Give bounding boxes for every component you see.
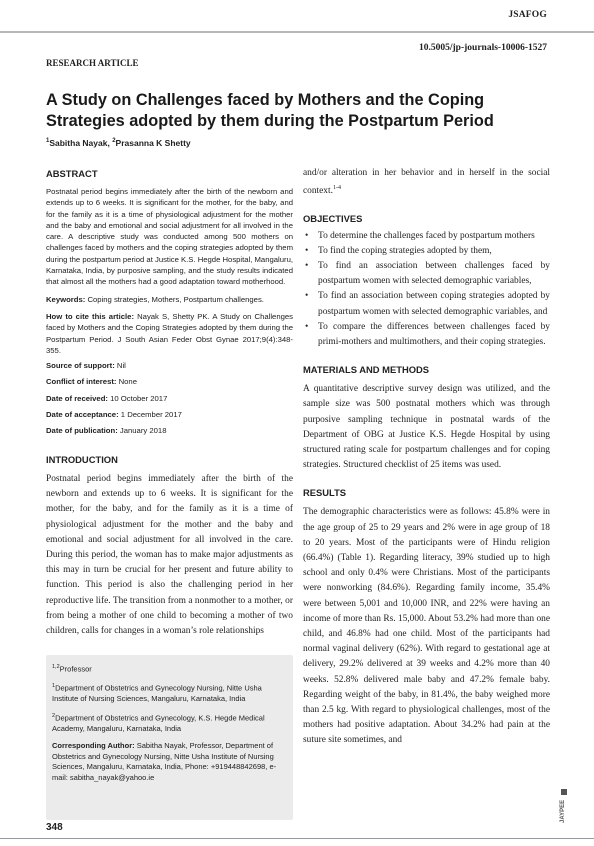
objective-text: To find the coping strategies adopted by them, <box>318 245 492 256</box>
methods-heading: MATERIALS AND METHODS <box>303 364 430 376</box>
cite-label: How to cite this article: <box>46 311 135 321</box>
abstract-heading: ABSTRACT <box>46 168 98 179</box>
journal-name: JSAFOG <box>508 10 547 20</box>
page-number: 348 <box>46 822 63 833</box>
introduction-text: Postnatal period begins immediately after the birth of the newborn and extends up to 6 weeks. It is significant for the mother, for the baby, and for the family as it is a time of physiological adjustment for the mother and the baby and emotional and social adjustment for all involved in the care. During this period, the woman has to make major adjustments as this may in turn be crucial for her present and future ability to function. This period is also the challenging period in her reproductive life. The transition from a nonmother to a mother, or from being a mother of one child to becoming a mother of two children, calls for changes in a woman’s role relationships <box>46 474 293 637</box>
date-acceptance <box>46 409 293 420</box>
publisher-logo <box>555 787 573 825</box>
roles-text: Professor <box>59 664 92 674</box>
source-of-support <box>46 360 293 371</box>
list-item <box>303 244 550 259</box>
bullet-icon: • <box>305 291 309 302</box>
support-label: Source of support: <box>46 361 115 371</box>
received-label: Date of received: <box>46 393 108 403</box>
date-publication <box>46 425 293 436</box>
affiliation-1 <box>52 681 288 705</box>
publication-label: Date of publication: <box>46 426 118 436</box>
bullet-icon: • <box>305 230 309 241</box>
author-2-sup: 2 <box>112 138 116 145</box>
received-value: 10 October 2017 <box>107 393 168 403</box>
introduction-reference: 1-4 <box>332 185 341 192</box>
keywords-label: Keywords: <box>46 294 86 304</box>
affiliations-box <box>46 655 293 820</box>
objectives-list <box>303 229 550 351</box>
abstract-text: Postnatal period begins immediately after the birth of the newborn and extends up to 6 weeks. It is significant for the mother, for the baby, and for the family as it is a time of physiological adjustment for the mother and the baby and emotional and social adjustment for all involved in the care. A descriptive study was conducted among 500 mothers on challenges faced by mothers and the coping strategies adopted by them during the postpartum period at Justice K.S. Hegde Hospital, Mangaluru, Karnataka, India, by purposive sampling, and the study results indicated that almost all the mothers had a good adaptation toward motherhood. <box>46 187 293 287</box>
corr-text: Sabitha Nayak, Professor, Department of Obstetrics and Gynecology Nursing, Nitte Usha Institute of Nursing Sciences, Mangaluru, Karnataka, India, Phone: +919448842698, e-mail: sabitha_nayak@yahoo.ie <box>52 741 277 783</box>
list-item <box>303 320 550 350</box>
author-2-name: Prasanna K Shetty <box>115 138 191 148</box>
conflict-label: Conflict of interest: <box>46 377 117 387</box>
doi[interactable]: 10.5005/jp-journals-10006-1527 <box>419 43 547 53</box>
methods-text: A quantitative descriptive survey design was utilized, and the sample size was 500 postnatal mothers which was through purposive sampling technique in postnatal wards of the Department of OBG at Justice K.S. Hegde Hospital by using structured rating scale for postpartum challenges and for coping strategies. Structured checklist of 25 items was used. <box>303 384 550 471</box>
objectives-heading: OBJECTIVES <box>303 212 363 224</box>
corr-label: Corresponding Author: <box>52 741 135 751</box>
author-roles <box>52 662 288 675</box>
results-text: The demographic characteristics were as follows: 45.8% were in the age group of 25 to 29 years and 2% were in age group of 18 to 20 years. Most of the participants were of Hindu religion (66.4%) (Table 1). Regarding literacy, 39% studied up to high school and only 0.4% were Christians. Most of the participants were nonworking (84.6%). Regarding family income, 35.4% were between 5,001 and 10,000 INR, and 22% were having an income of more than Rs. 15,000. About 53.2% had more than one child, and 46.8% had one child. Most of the participants had normal vaginal delivery (62%). With regard to gestational age at delivery, 29.2% delivered at 39 weeks and 4.2% more than 40 weeks. 52.8% delivered male baby and 47.2% female baby. Regarding weight of the baby, in 81.4%, the baby weighed more than 2.5 kg. With regard to physiological challenges, most of the mothers had positive adaptation. About 34.2% had pain at the suture site sometimes, and <box>303 507 550 746</box>
author-list <box>46 138 191 148</box>
corresponding-author <box>52 741 288 784</box>
bullet-icon: • <box>305 245 309 256</box>
affiliation-2 <box>52 711 288 735</box>
bullet-icon: • <box>305 321 309 332</box>
article-type: RESEARCH ARTICLE <box>46 58 139 68</box>
right-column <box>303 166 550 749</box>
header-divider <box>0 31 594 33</box>
aff1-text: Department of Obstetrics and Gynecology Nursing, Nitte Usha Institute of Nursing Sciences, Mangaluru, Karnataka, India <box>52 683 262 704</box>
footer-divider <box>0 838 594 839</box>
author-1-sup: 1 <box>46 138 50 145</box>
acceptance-label: Date of acceptance: <box>46 410 119 420</box>
aff2-text: Department of Obstetrics and Gynecology, K.S. Hegde Medical Academy, Mangaluru, Karnataka, India <box>52 713 265 734</box>
objective-text: To find an association between coping strategies adopted by postpartum women with selected demographic variables, and <box>318 291 550 317</box>
how-to-cite <box>46 311 293 356</box>
publisher-logo-icon <box>555 787 573 825</box>
list-item <box>303 229 550 244</box>
article-title: A Study on Challenges faced by Mothers and the Coping Strategies adopted by them during the Postpartum Period <box>46 91 494 130</box>
aff2-sup: 2 <box>52 713 56 720</box>
bullet-icon: • <box>305 260 309 271</box>
publication-value: January 2018 <box>117 426 167 436</box>
introduction-section <box>46 454 293 639</box>
conflict-of-interest <box>46 376 293 387</box>
introduction-continued-text: and/or alteration in her behavior and in herself in the social context. <box>303 168 550 197</box>
conflict-value: None <box>116 377 137 387</box>
keywords-value: Coping strategies, Mothers, Postpartum challenges. <box>85 294 264 304</box>
cite-value: Nayak S, Shetty PK. A Study on Challenges faced by Mothers and the Coping Strategies adopted by them during the Postpartum Period. J South Asian Feder Obst Gynae 2017;9(4):348-355. <box>46 311 293 355</box>
objective-text: To determine the challenges faced by postpartum mothers <box>318 230 535 241</box>
support-value: Nil <box>114 361 126 371</box>
date-received <box>46 393 293 404</box>
results-heading: RESULTS <box>303 487 347 499</box>
introduction-continued <box>303 166 550 200</box>
logo-text: JAYPEE <box>560 799 566 823</box>
author-1-name: Sabitha Nayak, <box>49 138 113 148</box>
objective-text: To find an association between challenges faced by postpartum women with selected demographic variables, <box>318 260 550 287</box>
introduction-heading: INTRODUCTION <box>46 454 118 465</box>
keywords <box>46 294 293 305</box>
list-item <box>303 289 550 319</box>
aff1-sup: 1 <box>52 683 56 690</box>
objective-text: To compare the differences between challenges faced by primi-mothers and multimothers, and their coping strategies. <box>318 321 550 347</box>
abstract-section <box>46 168 293 437</box>
roles-sup: 1,2 <box>52 664 60 670</box>
acceptance-value: 1 December 2017 <box>118 410 182 420</box>
list-item <box>303 259 550 289</box>
